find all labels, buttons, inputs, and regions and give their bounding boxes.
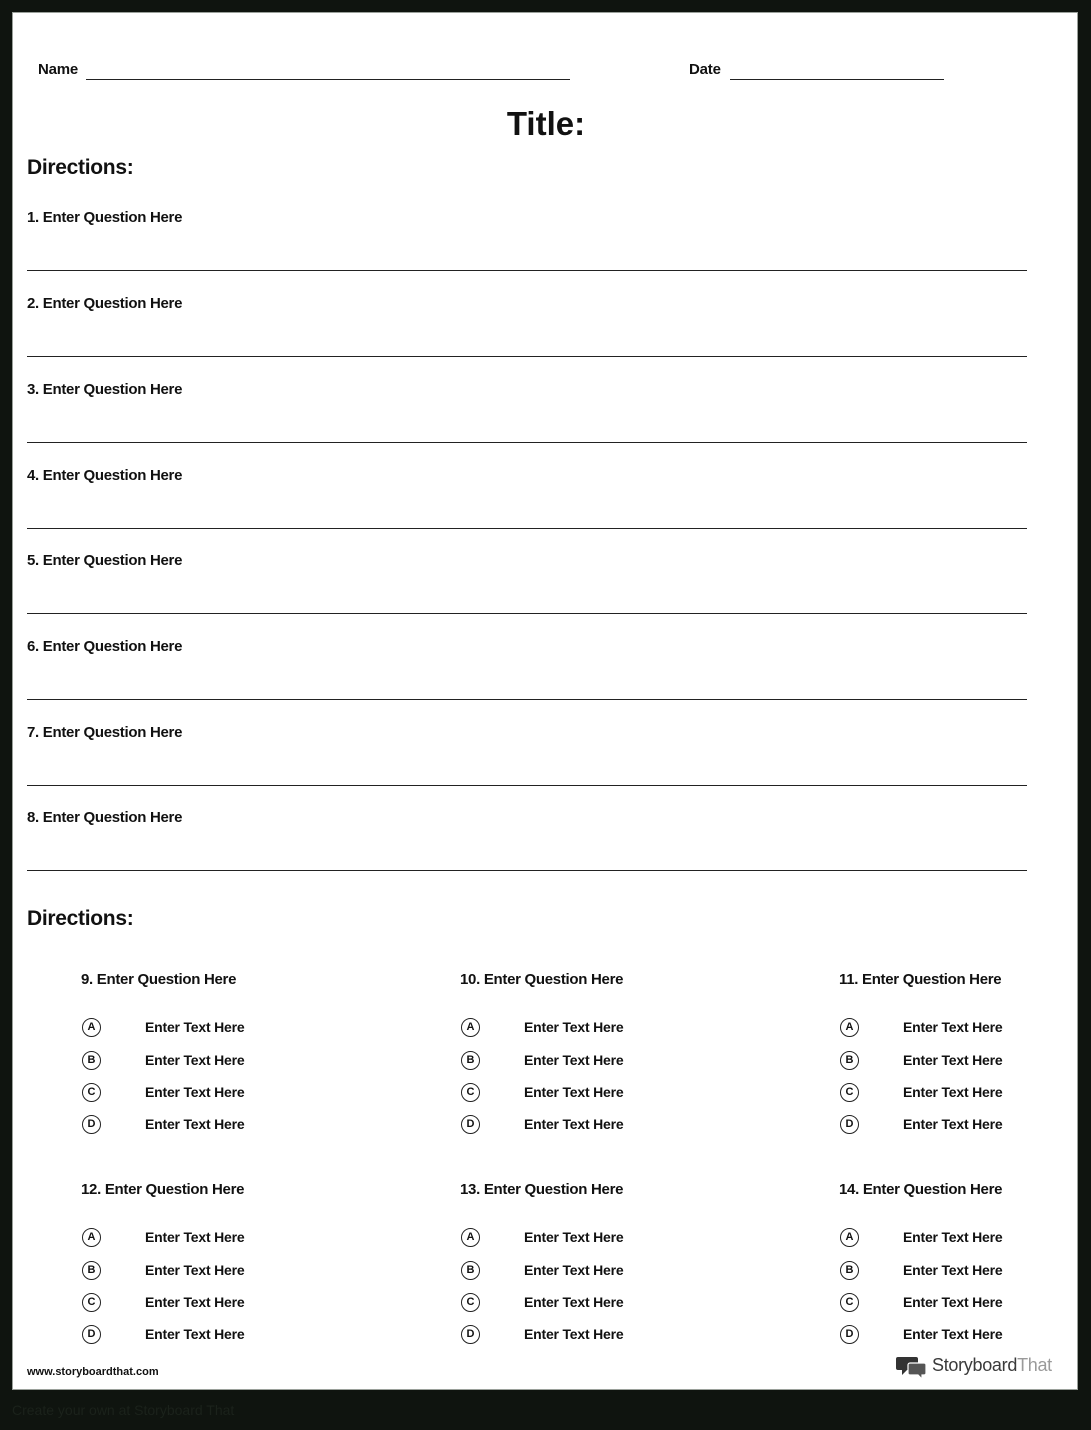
answer-line-1[interactable] [27,270,1027,271]
option-bubble-d[interactable]: D [461,1115,480,1134]
option-bubble-b[interactable]: B [461,1261,480,1280]
option-bubble-c[interactable]: C [82,1083,101,1102]
option-text: Enter Text Here [903,1326,1003,1342]
option-text: Enter Text Here [145,1262,245,1278]
question-8: 8. Enter Question Here [27,809,183,826]
question-5: 5. Enter Question Here [27,552,183,569]
answer-line-4[interactable] [27,528,1027,529]
option-bubble-c[interactable]: C [840,1083,859,1102]
answer-line-7[interactable] [27,785,1027,786]
option-text: Enter Text Here [145,1084,245,1100]
option-text: Enter Text Here [145,1294,245,1310]
option-text: Enter Text Here [903,1019,1003,1035]
option-text: Enter Text Here [145,1052,245,1068]
question-2: 2. Enter Question Here [27,295,183,312]
directions-heading-2: Directions: [27,907,134,930]
option-text: Enter Text Here [524,1019,624,1035]
option-text: Enter Text Here [524,1084,624,1100]
question-10: 10. Enter Question Here [460,971,624,988]
question-6: 6. Enter Question Here [27,638,183,655]
option-bubble-b[interactable]: B [840,1261,859,1280]
date-label: Date [689,61,721,78]
option-bubble-b[interactable]: B [840,1051,859,1070]
name-line[interactable] [86,79,570,80]
option-bubble-c[interactable]: C [461,1293,480,1312]
name-label: Name [38,61,79,78]
option-text: Enter Text Here [524,1052,624,1068]
footer-url[interactable]: www.storyboardthat.com [27,1366,159,1378]
answer-line-8[interactable] [27,870,1027,871]
question-12: 12. Enter Question Here [81,1181,245,1198]
option-bubble-c[interactable]: C [82,1293,101,1312]
option-bubble-c[interactable]: C [840,1293,859,1312]
worksheet [12,12,1078,1390]
date-line[interactable] [730,79,944,80]
option-bubble-d[interactable]: D [840,1115,859,1134]
option-text: Enter Text Here [903,1116,1003,1132]
brand-name [932,1355,1052,1376]
option-bubble-d[interactable]: D [82,1115,101,1134]
option-bubble-a[interactable]: A [840,1228,859,1247]
option-bubble-d[interactable]: D [461,1325,480,1344]
question-1: 1. Enter Question Here [27,209,183,226]
worksheet-title: Title: [506,105,586,142]
option-bubble-c[interactable]: C [461,1083,480,1102]
storyboardthat-logo[interactable] [896,1354,1066,1380]
option-text: Enter Text Here [145,1116,245,1132]
option-text: Enter Text Here [524,1326,624,1342]
option-text: Enter Text Here [903,1084,1003,1100]
option-bubble-a[interactable]: A [82,1228,101,1247]
option-bubble-d[interactable]: D [82,1325,101,1344]
question-4: 4. Enter Question Here [27,467,183,484]
speech-bubbles-icon [896,1354,928,1380]
option-bubble-a[interactable]: A [840,1018,859,1037]
option-text: Enter Text Here [145,1229,245,1245]
option-text: Enter Text Here [145,1019,245,1035]
option-text: Enter Text Here [524,1116,624,1132]
option-text: Enter Text Here [903,1294,1003,1310]
option-bubble-a[interactable]: A [82,1018,101,1037]
answer-line-5[interactable] [27,613,1027,614]
question-3: 3. Enter Question Here [27,381,183,398]
directions-heading-1: Directions: [27,156,134,179]
question-11: 11. Enter Question Here [839,971,1002,988]
option-bubble-b[interactable]: B [461,1051,480,1070]
option-text: Enter Text Here [524,1262,624,1278]
option-text: Enter Text Here [524,1229,624,1245]
question-13: 13. Enter Question Here [460,1181,624,1198]
option-bubble-d[interactable]: D [840,1325,859,1344]
answer-line-2[interactable] [27,356,1027,357]
brand-name-left: Storyboard [932,1355,1018,1375]
option-bubble-a[interactable]: A [461,1018,480,1037]
option-text: Enter Text Here [524,1294,624,1310]
answer-line-6[interactable] [27,699,1027,700]
option-text: Enter Text Here [903,1052,1003,1068]
watermark-text: Create your own at Storyboard That [12,1402,235,1418]
option-bubble-b[interactable]: B [82,1051,101,1070]
question-14: 14. Enter Question Here [839,1181,1003,1198]
option-bubble-b[interactable]: B [82,1261,101,1280]
question-7: 7. Enter Question Here [27,724,183,741]
answer-line-3[interactable] [27,442,1027,443]
question-9: 9. Enter Question Here [81,971,237,988]
option-text: Enter Text Here [903,1229,1003,1245]
option-bubble-a[interactable]: A [461,1228,480,1247]
brand-name-right: That [1017,1355,1052,1375]
option-text: Enter Text Here [145,1326,245,1342]
option-text: Enter Text Here [903,1262,1003,1278]
